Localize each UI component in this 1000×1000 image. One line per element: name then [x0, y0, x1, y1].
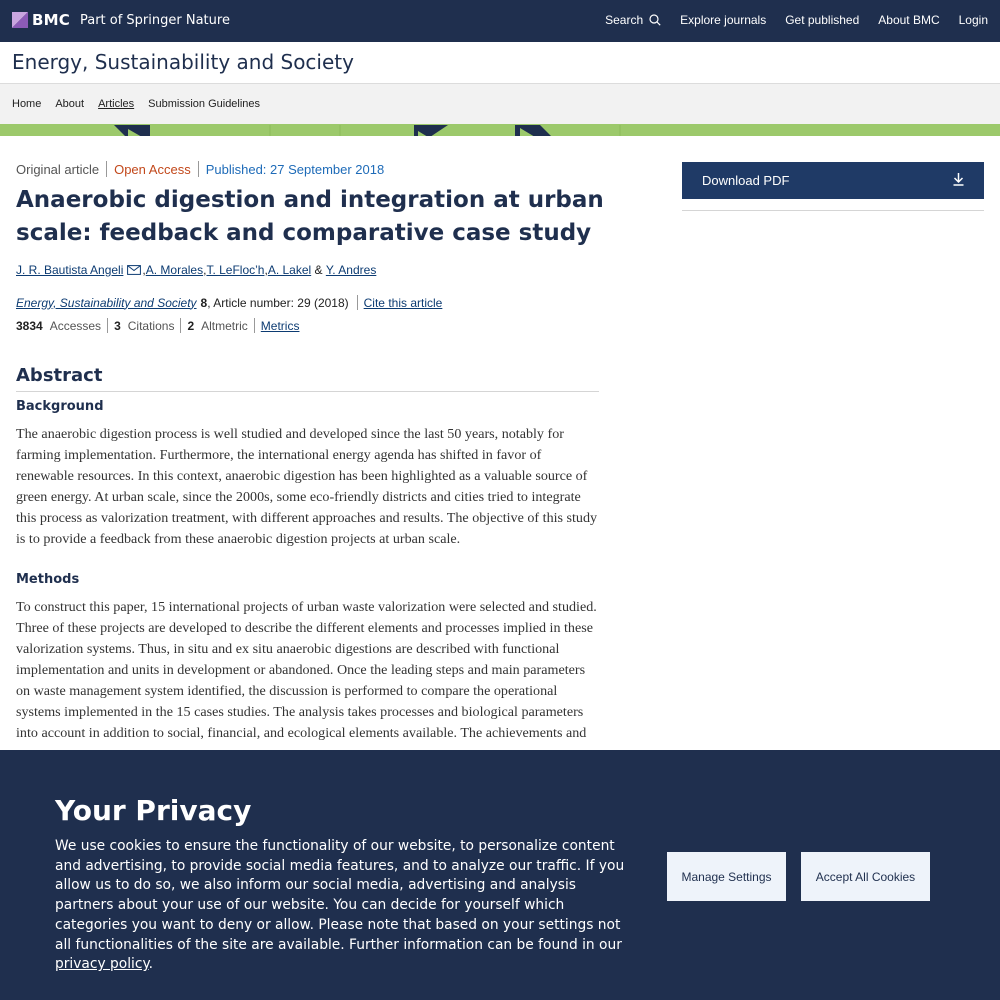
divider	[357, 295, 358, 310]
article-title: Anaerobic digestion and integration at urban scale: feedback and comparative case study	[16, 187, 604, 246]
privacy-policy-link[interactable]: privacy policy	[55, 956, 149, 973]
accept-all-cookies-button[interactable]: Accept All Cookies	[801, 852, 930, 901]
nav-about[interactable]: About	[55, 98, 85, 110]
article-metrics	[16, 318, 299, 333]
journal-banner	[0, 124, 1000, 136]
article-meta	[16, 161, 384, 177]
author-ampersand: &	[311, 263, 326, 277]
volume-number: 8	[200, 295, 208, 310]
divider	[107, 318, 108, 333]
manage-settings-button[interactable]: Manage Settings	[667, 852, 786, 901]
cite-this-article-link[interactable]: Cite this article	[363, 295, 443, 310]
methods-heading: Methods	[16, 572, 80, 587]
bmc-logo-mark-icon	[12, 12, 28, 28]
nav-home[interactable]: Home	[12, 98, 42, 110]
author-separator: ,	[203, 263, 207, 277]
author-link[interactable]: Y. Andres	[325, 263, 377, 277]
citations-label: Citations	[127, 318, 175, 333]
divider	[180, 318, 181, 333]
author-link[interactable]: J. R. Bautista Angeli	[16, 263, 124, 277]
cookie-consent-banner	[0, 750, 1000, 1000]
explore-journals-link[interactable]: Explore journals	[680, 13, 767, 27]
author-link[interactable]: A. Lakel	[267, 263, 312, 277]
author-list	[16, 263, 376, 277]
altmetric-label: Altmetric	[201, 318, 248, 333]
site-header	[0, 0, 1000, 42]
journal-header	[0, 42, 1000, 84]
sidebar-divider	[682, 210, 984, 211]
background-paragraph: The anaerobic digestion process is well studied and developed since the last 50 years, notably for farming implementation. Furthermore, the international energy agenda has shifted in favor of renewable resources. In this context, anaerobic digestion has been highlighted as a valuable source of green energy. At urban scale, since the 2000s, some eco-friendly districts and cities tried to integrate this process as valorization treatment, with different approaches and results. The objective of this study is to provide a feedback from these anaerobic digestion projects at urban scale.	[16, 426, 598, 547]
download-icon	[953, 173, 964, 186]
nav-articles[interactable]: Articles	[98, 98, 135, 110]
published-date: Published: 27 September 2018	[205, 161, 385, 177]
banner-pattern	[0, 125, 1000, 136]
about-bmc-link[interactable]: About BMC	[878, 13, 940, 27]
author-separator: ,	[264, 263, 268, 277]
download-pdf-label: Download PDF	[702, 173, 790, 188]
accesses-label: Accesses	[49, 318, 102, 333]
author-separator: ,	[142, 263, 146, 277]
author-link[interactable]: A. Morales	[145, 263, 204, 277]
altmetric-score: 2	[187, 318, 195, 333]
brand-name: BMC	[32, 11, 70, 29]
abstract-heading: Abstract	[16, 365, 599, 392]
bmc-logo[interactable]	[12, 11, 230, 29]
mail-icon[interactable]	[127, 265, 141, 275]
login-link[interactable]: Login	[958, 13, 988, 27]
divider	[106, 161, 107, 177]
background-heading: Background	[16, 399, 104, 414]
nav-submission-guidelines[interactable]: Submission Guidelines	[148, 98, 261, 110]
journal-navigation	[0, 84, 1000, 124]
author-link[interactable]: T. LeFloc’h	[206, 263, 265, 277]
citation-line	[16, 295, 442, 310]
journal-title[interactable]: Energy, Sustainability and Society	[12, 50, 354, 74]
article-type: Original article	[16, 161, 100, 177]
journal-link[interactable]: Energy, Sustainability and Society	[16, 295, 197, 310]
search-label: Search	[605, 13, 644, 27]
open-access-badge: Open Access	[114, 161, 191, 177]
divider	[198, 161, 199, 177]
cookie-text-body: We use cookies to ensure the functionality of our website, to personalize content and advertising, to provide social media features, and to analyze our traffic. If you allow us to do so, we also inform our social media, advertising and analysis partners about your use of our website. You can decide for yourself which categories you want to deny or allow. Please note that based on your settings not all functionalities of the site are available. Further information can be found in our	[55, 838, 625, 953]
metrics-link[interactable]: Metrics	[260, 318, 300, 333]
cookie-title: Your Privacy	[55, 794, 252, 827]
cookie-text-end: .	[148, 956, 154, 973]
brand-subtitle: Part of Springer Nature	[79, 12, 230, 28]
get-published-link[interactable]: Get published	[785, 13, 860, 27]
search-button[interactable]	[586, 13, 661, 27]
top-navigation	[567, 13, 988, 27]
accesses-count: 3834	[16, 318, 43, 333]
methods-paragraph: To construct this paper, 15 international projects of urban waste valorization were selected and studied. Three of these projects are developed to describe the different elements and processes implied in these valorization systems. Thus, in situ and ex situ anaerobic digestions are described with functional implementation and units in development or abandoned. Once the leading steps and main parameters on waste management system identified, the discussion is performed to compare the operational systems implemented in the 15 cases studies. The analysis takes processes and biological parameters into account in addition to social, financial, and ecological elements available. The achievements and	[16, 599, 597, 741]
cookie-description	[55, 837, 635, 975]
download-pdf-button[interactable]	[682, 162, 984, 199]
search-icon	[649, 14, 661, 26]
divider	[254, 318, 255, 333]
citations-count: 3	[114, 318, 121, 333]
article-number: , Article number: 29 (2018)	[207, 295, 349, 310]
